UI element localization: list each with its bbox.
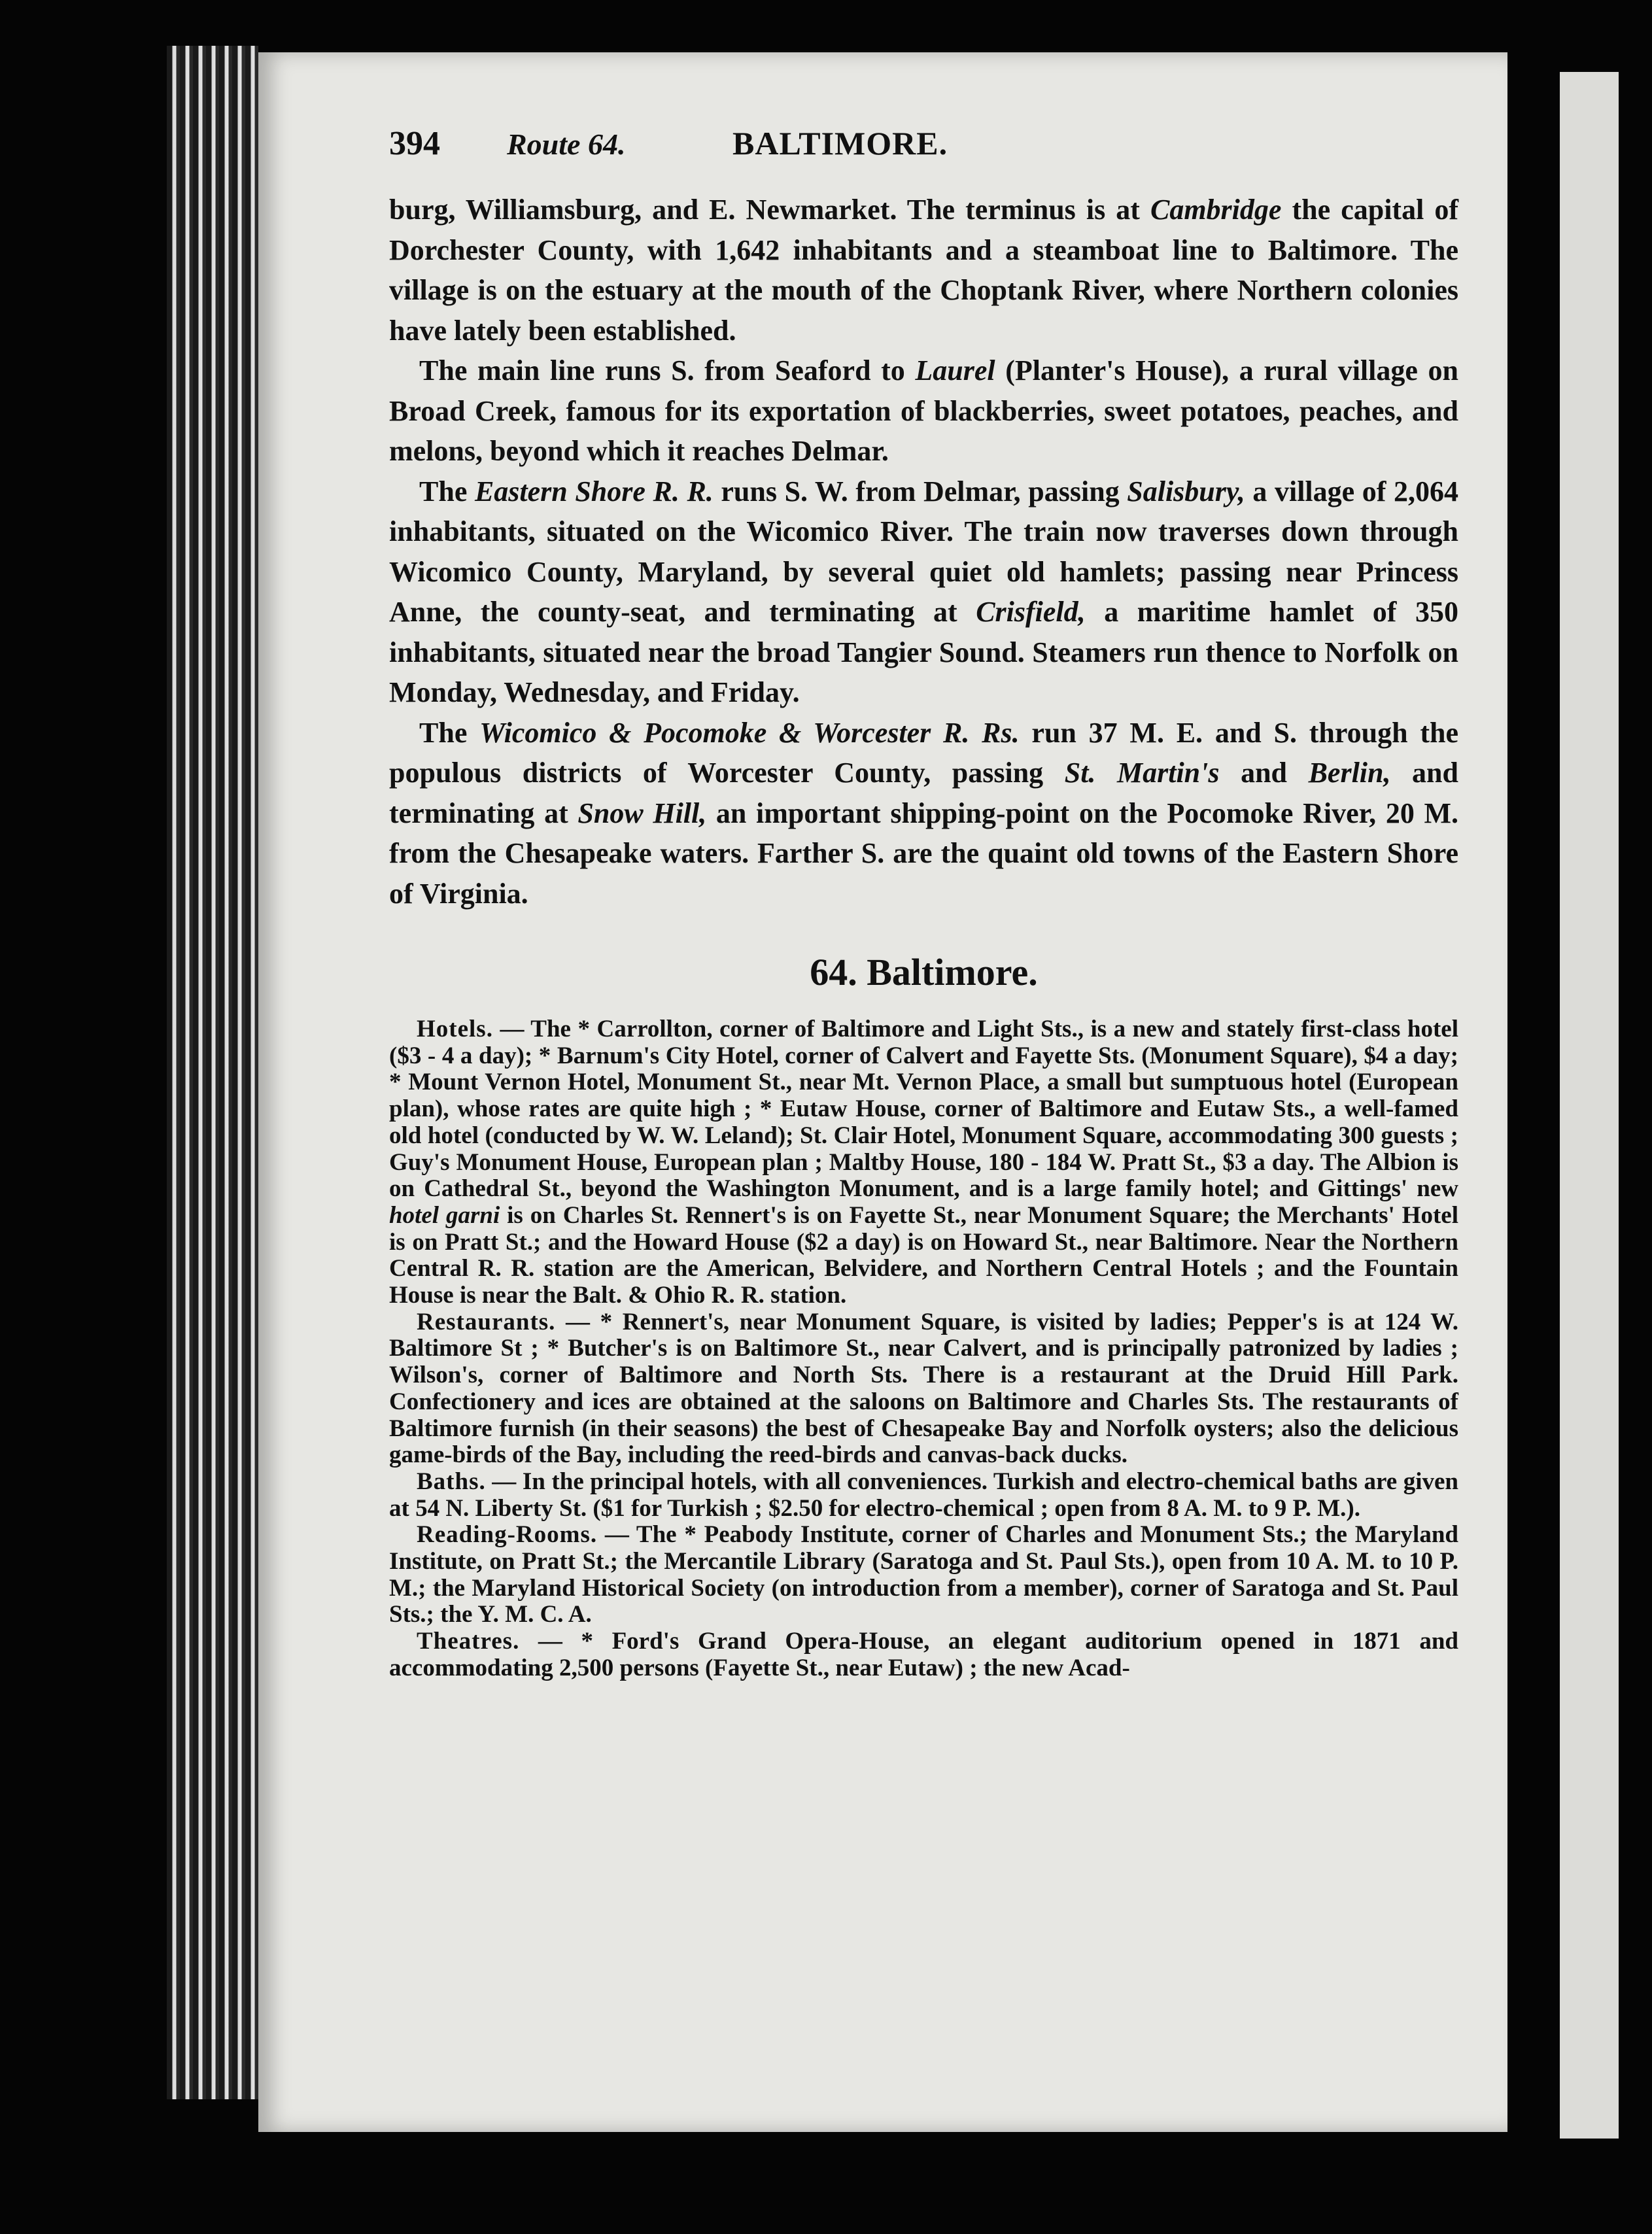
- paragraph: [389, 351, 1458, 472]
- paragraph: [389, 472, 1458, 713]
- paragraph-text: burg, Williamsburg, and E. Newmarket. The terminus is at: [389, 194, 1150, 226]
- entry-text: — The * Carrollton, corner of Baltimore and Light Sts., is a new and stately first-class hotel ($3 - 4 a day); * Barnum's City Hotel, corner of Calvert and Fayette Sts. (Monument Square), $4 a day; * Mount Vernon Hotel, Monument St., near Mt. Vernon Place, a small but sumptuous hotel (European plan), whose rates are quite high ; * Eutaw House, corner of Baltimore and Eutaw Sts., a well-famed old hotel (conducted by W. W. Leland); St. Clair Hotel, Monument Square, accommodating 300 guests ; Guy's Monument House, European plan ; Maltby House, 180 - 184 W. Pratt St., $3 a day. The Albion is on Cathedral St., beyond the Washington Monument, and is a large family hotel; and Gittings' new: [389, 1016, 1458, 1203]
- entry-text: is on Charles St. Rennert's is on Fayette St., near Monument Square; the Merchants' Hotel is on Pratt St.; and the Howard House ($2 a day) is on Howard St., near Baltimore. Near the Northern Central R. R. station are the American, Belvidere, and Northern Central Hotels ; and the Fountain House is near the Balt. & Ohio R. R. station.: [389, 1201, 1458, 1309]
- paragraph-text: a maritime hamlet of 350 inhabitants, situated near the broad Tangier Sound. Steamers run thence to Norfolk on Monday, Wednesday, and Friday.: [389, 596, 1458, 708]
- entry-heading: Reading-Rooms.: [417, 1521, 598, 1549]
- entry: [389, 1469, 1458, 1522]
- paragraph-text: The: [419, 716, 480, 749]
- paragraph-text: and terminating at: [389, 757, 1458, 829]
- paragraph-italic: Snow Hill,: [577, 797, 707, 829]
- entry: [389, 1522, 1458, 1628]
- paragraph: [389, 190, 1458, 351]
- entry-heading: Baths.: [417, 1468, 486, 1495]
- entry: [389, 1628, 1458, 1681]
- paragraph-italic: Cambridge: [1150, 194, 1282, 226]
- paragraph-italic: Eastern Shore R. R.: [474, 475, 714, 507]
- section-heading: 64. Baltimore.: [810, 951, 1038, 993]
- paragraph-italic: Salisbury,: [1127, 475, 1245, 507]
- paragraph-text: runs S. W. from Delmar, passing: [713, 475, 1127, 507]
- route-label: Route 64.: [507, 128, 626, 161]
- entry-text: — * Rennert's, near Monument Square, is visited by ladies; Pepper's is at 124 W. Baltimore St ; * Butcher's is on Baltimore St., near Calvert, and is principally patronized by ladies ; Wilson's, corner of Baltimore and North Sts. There is a restaurant at the Druid Hill Park. Confectionery and ices are obtained at the saloons on Baltimore and Charles Sts. The restaurants of Baltimore furnish (in their seasons) the best of Chesapeake Bay and Norfolk oysters; also the delicious game-birds of the Bay, including the reed-birds and canvas-back ducks.: [389, 1308, 1458, 1469]
- paragraph-text: an important shipping-point on the Pocomoke River, 20 M. from the Chesapeake waters. Farther S. are the quaint old towns of the Eastern Shore of Virginia.: [389, 797, 1459, 910]
- entry-text: — The * Peabody Institute, corner of Charles and Monument Sts.; the Maryland Institute, on Pratt St.; the Mercantile Library (Saratoga and St. Paul Sts.), open from 10 A. M. to 10 P. M.; the Maryland Historical Society (on introduction from a member), corner of Saratoga and St. Paul Sts.; the Y. M. C. A.: [389, 1521, 1458, 1628]
- entry-heading: Hotels.: [417, 1016, 493, 1042]
- entry: [389, 1016, 1458, 1309]
- paragraph-italic: Laurel: [915, 354, 995, 387]
- entry-italic: hotel garni: [389, 1201, 500, 1229]
- page-number: 394: [389, 125, 440, 162]
- entry-heading: Theatres.: [417, 1628, 520, 1655]
- paragraph-text: the capital of Dorchester County, with 1,642 inhabitants and a steamboat line to Baltimore. The village is on the estuary at the mouth of the Choptank River, where Northern colonies have lately been established.: [389, 194, 1459, 347]
- paragraph-text: run 37 M. E. and S. through the populous districts of Worcester County, passing: [389, 716, 1458, 789]
- entry-heading: Restaurants.: [417, 1308, 556, 1335]
- paragraph-text: and: [1219, 757, 1309, 789]
- paragraph-italic: St. Martin's: [1064, 757, 1220, 789]
- facing-page-edge: [1560, 72, 1619, 2139]
- paragraph-italic: Crisfield,: [976, 596, 1086, 628]
- page-content: [389, 124, 1458, 1682]
- entry-text: — In the principal hotels, with all conveniences. Turkish and electro-chemical baths are given at 54 N. Liberty St. ($1 for Turkish ; $2.50 for electro-chemical ; open from 8 A. M. to 9 P. M.).: [389, 1468, 1458, 1522]
- paragraph-text: a village of 2,064 inhabitants, situated on the Wicomico River. The train now traverses down through Wicomico County, Maryland, by several quiet old hamlets; passing near Princess Anne, the county-seat, and terminating at: [389, 475, 1459, 628]
- directory-entries: [389, 1016, 1458, 1682]
- paragraph-text: The main line runs S. from Seaford to: [419, 354, 916, 387]
- entry: [389, 1309, 1458, 1469]
- paragraph-italic: Wicomico & Pocomoke & Worcester R. Rs.: [479, 716, 1020, 749]
- paragraph-text: (Planter's House), a rural village on Broad Creek, famous for its exportation of blackberries, sweet potatoes, peaches, and melons, beyond which it reaches Delmar.: [389, 354, 1458, 467]
- paragraph: [389, 713, 1458, 914]
- book-fore-edge: [167, 46, 258, 2099]
- paragraph-italic: Berlin,: [1308, 757, 1391, 789]
- body-text: [389, 177, 1458, 914]
- running-head: [389, 124, 1458, 177]
- running-title: BALTIMORE.: [732, 125, 948, 162]
- entry-text: — * Ford's Grand Opera-House, an elegant auditorium opened in 1871 and accommodating 2,500 persons (Fayette St., near Eutaw) ; the new Acad-: [389, 1628, 1458, 1681]
- paragraph-text: The: [419, 475, 475, 507]
